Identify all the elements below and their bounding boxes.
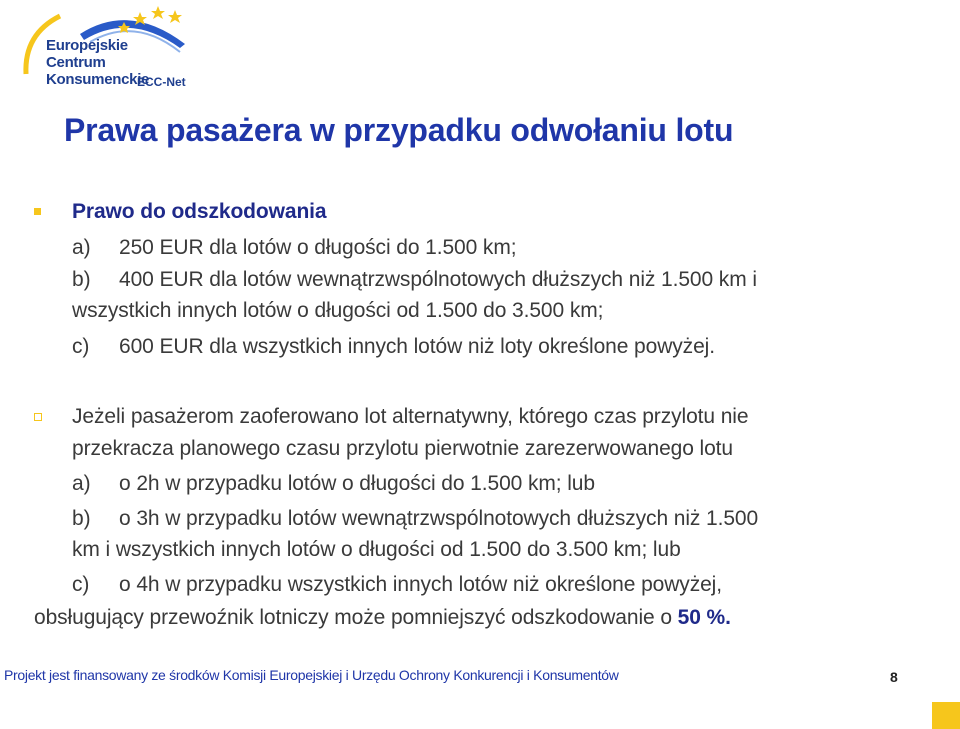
section2-item-b-continuation: km i wszystkich innych lotów o długości od 1.500 do 3.500 km; lub [72,538,681,561]
logo-star-icon [168,10,182,23]
section2-intro-line1: Jeżeli pasażerom zaoferowano lot alternatywny, którego czas przylotu nie [72,405,749,428]
section2-item-c [72,573,722,597]
section1-item-a [72,236,516,260]
section1-item-b [72,268,757,292]
conclusion-text: obsługujący przewoźnik lotniczy może pomniejszyć odszkodowanie o [34,606,678,629]
item-text: o 4h w przypadku wszystkich innych lotów niż określone powyżej, [119,573,722,596]
item-text: 400 EUR dla lotów wewnątrzwspólnotowych dłuższych niż 1.500 km i [119,268,757,291]
footer-funding-note: Projekt jest finansowany ze środków Komisji Europejskiej i Urzędu Ochrony Konkurencji i Konsumentów [4,667,619,683]
ecc-logo [20,4,200,94]
item-label: a) [72,236,91,259]
item-label: b) [72,507,91,530]
item-text: o 3h w przypadku lotów wewnątrzwspólnotowych dłuższych niż 1.500 [119,507,759,530]
logo-text-line1: Europejskie [46,37,128,54]
bullet-square-icon [34,208,41,215]
section1-item-b-continuation: wszystkich innych lotów o długości od 1.500 do 3.500 km; [72,299,604,322]
conclusion-suffix: . [725,606,731,629]
conclusion-value: 50 % [677,606,726,629]
logo-text-line2: Centrum [46,54,106,71]
logo-text-line3: Konsumenckie [46,71,150,88]
item-label: c) [72,335,90,358]
item-label: b) [72,268,91,291]
logo-star-icon [151,6,165,19]
bullet-square-outline-icon [34,413,42,421]
page-title: Prawa pasażera w przypadku odwołaniu lotu [64,112,734,148]
item-text: 600 EUR dla wszystkich innych lotów niż loty określone powyżej. [119,335,715,358]
section2-item-b [72,507,758,531]
section1-item-c [72,335,715,359]
section1-heading: Prawo do odszkodowania [72,200,327,223]
item-label: a) [72,472,91,495]
section2-intro-line2: przekracza planowego czasu przylotu pierwotnie zarezerwowanego lotu [72,437,733,460]
section2-item-a [72,472,595,496]
item-text: 250 EUR dla lotów o długości do 1.500 km; [119,236,517,259]
item-text: o 2h w przypadku lotów o długości do 1.500 km; lub [119,472,595,495]
section2-conclusion [34,606,731,630]
item-label: c) [72,573,90,596]
corner-decoration [932,702,960,729]
logo-network-label: ECC-Net [137,75,186,89]
page-number: 8 [890,669,898,685]
